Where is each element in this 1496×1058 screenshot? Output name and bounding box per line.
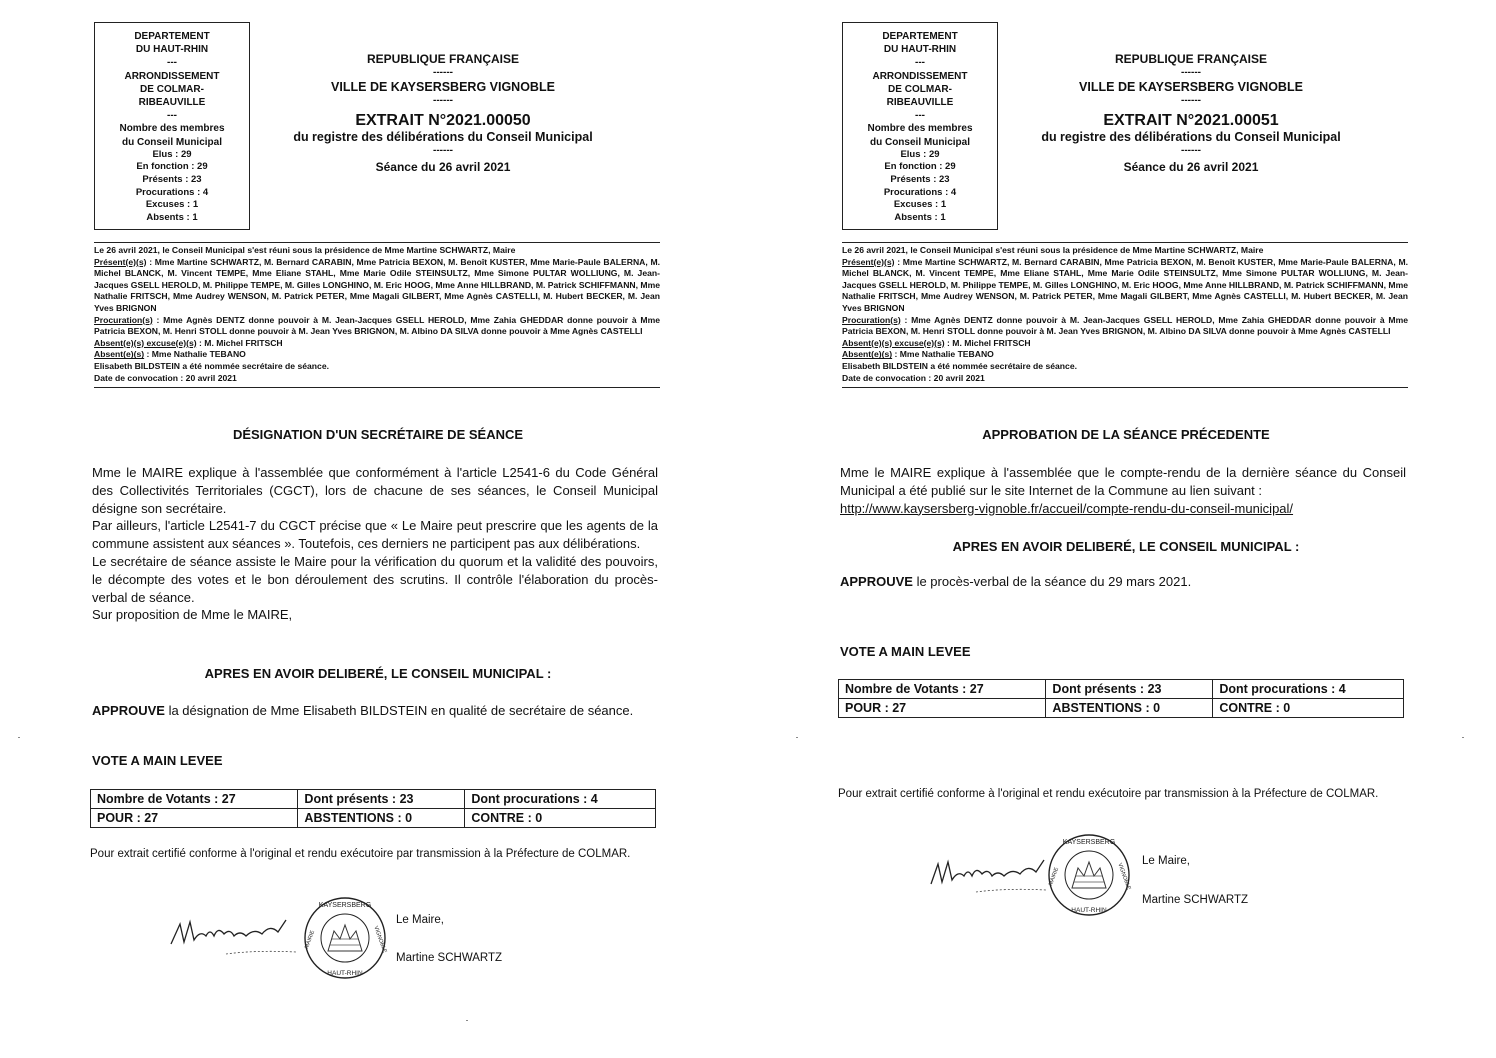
members-absents: Absents : 1 (894, 211, 946, 223)
abstentions-cell: ABSTENTIONS : 0 (1046, 699, 1213, 718)
excuses-paragraph (94, 338, 660, 350)
presents-cell: Dont présents : 23 (1046, 680, 1213, 699)
seal-left-text: MAIRIE (1048, 866, 1061, 887)
members-excuses: Excuses : 1 (893, 199, 947, 211)
secretaire-line: Elisabeth BILDSTEIN a été nommée secrétaire de séance. (842, 360, 1077, 371)
maire-label: Le Maire, (1142, 855, 1190, 867)
contre-cell: CONTRE : 0 (465, 809, 656, 828)
absents-paragraph (842, 349, 1408, 361)
members-presents: Présents : 23 (142, 174, 202, 186)
members-presents: Présents : 23 (890, 174, 950, 186)
approuve-statement (840, 574, 1410, 589)
members-elus: Elus : 29 (900, 148, 940, 160)
registre-label: du registre des délibérations du Conseil Municipal (1041, 130, 1341, 144)
members-elus: Elus : 29 (152, 148, 192, 160)
seal-right-text: VIGNOBLE (1116, 862, 1132, 891)
mairie-seal (302, 895, 388, 981)
presents-paragraph (842, 257, 1408, 315)
attendance-block (94, 242, 660, 388)
excuses-label: Absent(e)(s) excuse(e)(s) (842, 337, 945, 348)
dept-line: Nombre des membres (119, 123, 225, 135)
presents-paragraph (94, 257, 660, 315)
extrait-number: EXTRAIT N°2021.00051 (1103, 112, 1279, 129)
seal-top-text: KAYSERSBERG (318, 902, 372, 909)
seal-left-text: MAIRIE (304, 929, 317, 950)
procurations-paragraph (94, 315, 660, 338)
presents-list: : Mme Martine SCHWARTZ, M. Bernard CARABIN, Mme Patricia BEXON, M. Benoît KUSTER, Mme Marie-Paule BALERNA, M. Michel BLANCK, M. Vincent TEMPE, Mme Eliane STAHL, Mme Marie Odile STEINSULTZ, Mme Simone PULTAR WOLLIUNG, M. Jean-Jacques GSELL HEROLD, M. Philippe TEMPE, M. Gilles LONGHINO, M. Eric HOOG, Mme Anne HILLBRAND, M. Patrick SCHIFFMANN, Mme Nathalie FRITSCH, Mme Audrey WENSON, M. Patrick PETER, Mme Magali GILBERT, Mme Agnès CASTELLI, M. Hubert BECKER, M. Jean Yves BRIGNON (94, 256, 660, 313)
abstentions-cell: ABSTENTIONS : 0 (298, 809, 465, 828)
dept-line: ARRONDISSEMENT (872, 70, 968, 82)
convocation-date: Date de convocation : 20 avril 2021 (94, 372, 237, 383)
vote-table (838, 679, 1404, 718)
scan-speck (796, 737, 798, 738)
vote-table (90, 789, 656, 828)
votants-cell: Nombre de Votants : 27 (91, 790, 298, 809)
members-en-fonction: En fonction : 29 (136, 161, 208, 173)
department-box (94, 22, 250, 230)
dept-line: du Conseil Municipal (121, 136, 222, 148)
mayor-signature (166, 906, 316, 966)
attendance-block (842, 242, 1408, 388)
members-excuses: Excuses : 1 (145, 199, 199, 211)
certification-text: Pour extrait certifié conforme à l'original et rendu exécutoire par transmission à la Préfecture de COLMAR. (90, 848, 631, 860)
approuve-statement (92, 703, 662, 718)
body-paragraph: Sur proposition de Mme le MAIRE, (92, 607, 293, 623)
dept-line: RIBEAUVILLE (138, 97, 206, 109)
maire-name: Martine SCHWARTZ (396, 952, 503, 964)
approuve-text: la désignation de Mme Elisabeth BILDSTEIN en qualité de secrétaire de séance. (164, 703, 634, 718)
registre-label: du registre des délibérations du Conseil Municipal (293, 130, 593, 144)
document-header (1026, 52, 1356, 174)
document-header (278, 52, 608, 174)
approuve-keyword: APPROUVE (840, 574, 913, 589)
apres-deliberation: APRES EN AVOIR DELIBERÉ, LE CONSEIL MUNICIPAL : (204, 666, 552, 681)
scan-speck (18, 737, 20, 738)
procurations-label: Procuration(s) (94, 314, 153, 325)
seance-date: Séance du 26 avril 2021 (375, 160, 511, 174)
body-paragraph: Mme le MAIRE explique à l'assemblée que le compte-rendu de la dernière séance du Conseil Municipal a été publié sur le site Internet de la Commune au lien suivant : (840, 465, 1406, 498)
mayor-signature (926, 848, 1066, 904)
vote-title: VOTE A MAIN LEVEE (92, 753, 223, 768)
presents-label: Présent(e)(s) (94, 256, 147, 267)
dept-line: --- (167, 57, 177, 69)
procurations-cell: Dont procurations : 4 (465, 790, 656, 809)
department-box (842, 22, 998, 230)
presents-list: : Mme Martine SCHWARTZ, M. Bernard CARABIN, Mme Patricia BEXON, M. Benoît KUSTER, Mme Marie-Paule BALERNA, M. Michel BLANCK, M. Vincent TEMPE, Mme Eliane STAHL, Mme Marie Odile STEINSULTZ, Mme Simone PULTAR WOLLIUNG, M. Jean-Jacques GSELL HEROLD, M. Philippe TEMPE, M. Gilles LONGHINO, M. Eric HOOG, Mme Anne HILLBRAND, M. Patrick SCHIFFMANN, Mme Nathalie FRITSCH, Mme Audrey WENSON, M. Patrick PETER, Mme Magali GILBERT, Mme Agnès CASTELLI, M. Hubert BECKER, M. Jean Yves BRIGNON (842, 256, 1408, 313)
excuses-paragraph (842, 338, 1408, 350)
deliberation-title: DÉSIGNATION D'UN SECRÉTAIRE DE SÉANCE (232, 427, 524, 442)
excuses-label: Absent(e)(s) excuse(e)(s) (94, 337, 197, 348)
separator: ------ (1181, 95, 1201, 106)
dept-line: DE COLMAR- (140, 83, 204, 95)
deliberation-body (840, 464, 1406, 517)
absents-label: Absent(e)(s) (94, 349, 145, 360)
pour-cell: POUR : 27 (91, 809, 298, 828)
pour-cell: POUR : 27 (839, 699, 1046, 718)
dept-line: ARRONDISSEMENT (124, 70, 220, 82)
body-paragraph: Mme le MAIRE explique à l'assemblée que conformément à l'article L2541-6 du Code Général des Collectivités Territoriales (CGCT), lors de chacune de ses séances, le Conseil Municipal désigne son secrétaire. (92, 465, 658, 516)
extrait-number: EXTRAIT N°2021.00050 (355, 112, 531, 129)
presents-cell: Dont présents : 23 (298, 790, 465, 809)
separator: ------ (1181, 67, 1201, 78)
procurations-cell: Dont procurations : 4 (1213, 680, 1404, 699)
apres-deliberation: APRES EN AVOIR DELIBERÉ, LE CONSEIL MUNICIPAL : (952, 539, 1300, 554)
compte-rendu-link[interactable]: http://www.kaysersberg-vignoble.fr/accueil/compte-rendu-du-conseil-municipal/ (840, 500, 1294, 516)
procurations-list: : Mme Agnès DENTZ donne pouvoir à M. Jean-Jacques GSELL HEROLD, Mme Zahia GHEDDAR donne pouvoir à Mme Patricia BEXON, M. Henri STOLL donne pouvoir à M. Jean Yves BRIGNON, M. Albino DA SILVA donne pouvoir à Mme Agnès CASTELLI (94, 314, 660, 337)
separator: ------ (433, 95, 453, 106)
members-procurations: Procurations : 4 (135, 186, 209, 198)
table-row (839, 699, 1404, 718)
body-paragraph: Le secrétaire de séance assiste le Maire pour la vérification du quorum et la validité des pouvoirs, le décompte des votes et le bon déroulement des scrutins. Il contrôle l'élaboration du procès-verbal de séance. (92, 553, 658, 605)
approuve-text: le procès-verbal de la séance du 29 mars 2021. (912, 574, 1192, 589)
deliberation-title: APPROBATION DE LA SÉANCE PRÉCEDENTE (982, 427, 1270, 442)
seance-date: Séance du 26 avril 2021 (1123, 160, 1259, 174)
convocation-date: Date de convocation : 20 avril 2021 (842, 372, 985, 383)
excuses-list: : M. Michel FRITSCH (944, 337, 1031, 348)
procurations-list: : Mme Agnès DENTZ donne pouvoir à M. Jean-Jacques GSELL HEROLD, Mme Zahia GHEDDAR donne pouvoir à Mme Patricia BEXON, M. Henri STOLL donne pouvoir à M. Jean Yves BRIGNON, M. Albino DA SILVA donne pouvoir à Mme Agnès CASTELLI (842, 314, 1408, 337)
mairie-seal (1046, 832, 1132, 918)
republique-label: REPUBLIQUE FRANÇAISE (1114, 52, 1267, 66)
scan-speck (1462, 737, 1464, 738)
members-en-fonction: En fonction : 29 (884, 161, 956, 173)
table-row (91, 809, 656, 828)
seal-bottom-text: HAUT-RHIN (1071, 907, 1107, 914)
attendance-intro: Le 26 avril 2021, le Conseil Municipal s'est réuni sous la présidence de Mme Martine SCHWARTZ, Maire (842, 245, 1264, 255)
body-paragraph: Par ailleurs, l'article L2541-7 du CGCT précise que « Le Maire peut prescrire que les agents de la commune assistent aux séances ». Toutefois, ces derniers ne participent pas aux délibérations. (92, 518, 658, 552)
dept-line: --- (915, 57, 925, 69)
dept-line: --- (915, 110, 925, 122)
maire-label: Le Maire, (396, 914, 444, 926)
maire-name: Martine SCHWARTZ (1142, 894, 1249, 906)
table-row (839, 680, 1404, 699)
document-extrait-00051 (836, 0, 1416, 1058)
procurations-label: Procuration(s) (842, 314, 901, 325)
seal-right-text: VIGNOBLE (372, 925, 388, 954)
scan-speck (466, 1020, 468, 1021)
absents-list: : Mme Nathalie TEBANO (892, 349, 994, 360)
vote-title: VOTE A MAIN LEVEE (840, 644, 971, 659)
republique-label: REPUBLIQUE FRANÇAISE (366, 52, 519, 66)
dept-line: Nombre des membres (867, 123, 973, 135)
excuses-list: : M. Michel FRITSCH (196, 337, 283, 348)
presents-label: Présent(e)(s) (842, 256, 895, 267)
dept-line: DU HAUT-RHIN (883, 44, 957, 56)
dept-line: DEPARTEMENT (134, 31, 210, 42)
certification-text: Pour extrait certifié conforme à l'original et rendu exécutoire par transmission à la Préfecture de COLMAR. (838, 788, 1379, 800)
attendance-intro: Le 26 avril 2021, le Conseil Municipal s'est réuni sous la présidence de Mme Martine SCHWARTZ, Maire (94, 245, 516, 255)
votants-cell: Nombre de Votants : 27 (839, 680, 1046, 699)
approuve-keyword: APPROUVE (92, 703, 165, 718)
seal-bottom-text: HAUT-RHIN (327, 970, 363, 977)
dept-line: RIBEAUVILLE (886, 97, 954, 109)
dept-line: DEPARTEMENT (882, 31, 958, 42)
ville-label: VILLE DE KAYSERSBERG VIGNOBLE (1079, 80, 1303, 94)
separator: ------ (433, 67, 453, 78)
separator: ------ (433, 145, 453, 156)
seal-top-text: KAYSERSBERG (1062, 839, 1116, 846)
separator: ------ (1181, 145, 1201, 156)
dept-line: DU HAUT-RHIN (135, 44, 209, 56)
procurations-paragraph (842, 315, 1408, 338)
ville-label: VILLE DE KAYSERSBERG VIGNOBLE (331, 80, 555, 94)
document-extrait-00050 (88, 0, 668, 1058)
table-row (91, 790, 656, 809)
absents-list: : Mme Nathalie TEBANO (144, 349, 246, 360)
absents-paragraph (94, 349, 660, 361)
deliberation-body (92, 464, 658, 624)
dept-line: DE COLMAR- (888, 83, 952, 95)
dept-line: --- (167, 110, 177, 122)
members-absents: Absents : 1 (146, 211, 198, 223)
secretaire-line: Elisabeth BILDSTEIN a été nommée secrétaire de séance. (94, 360, 329, 371)
dept-line: du Conseil Municipal (869, 136, 970, 148)
members-procurations: Procurations : 4 (883, 186, 957, 198)
contre-cell: CONTRE : 0 (1213, 699, 1404, 718)
absents-label: Absent(e)(s) (842, 349, 893, 360)
